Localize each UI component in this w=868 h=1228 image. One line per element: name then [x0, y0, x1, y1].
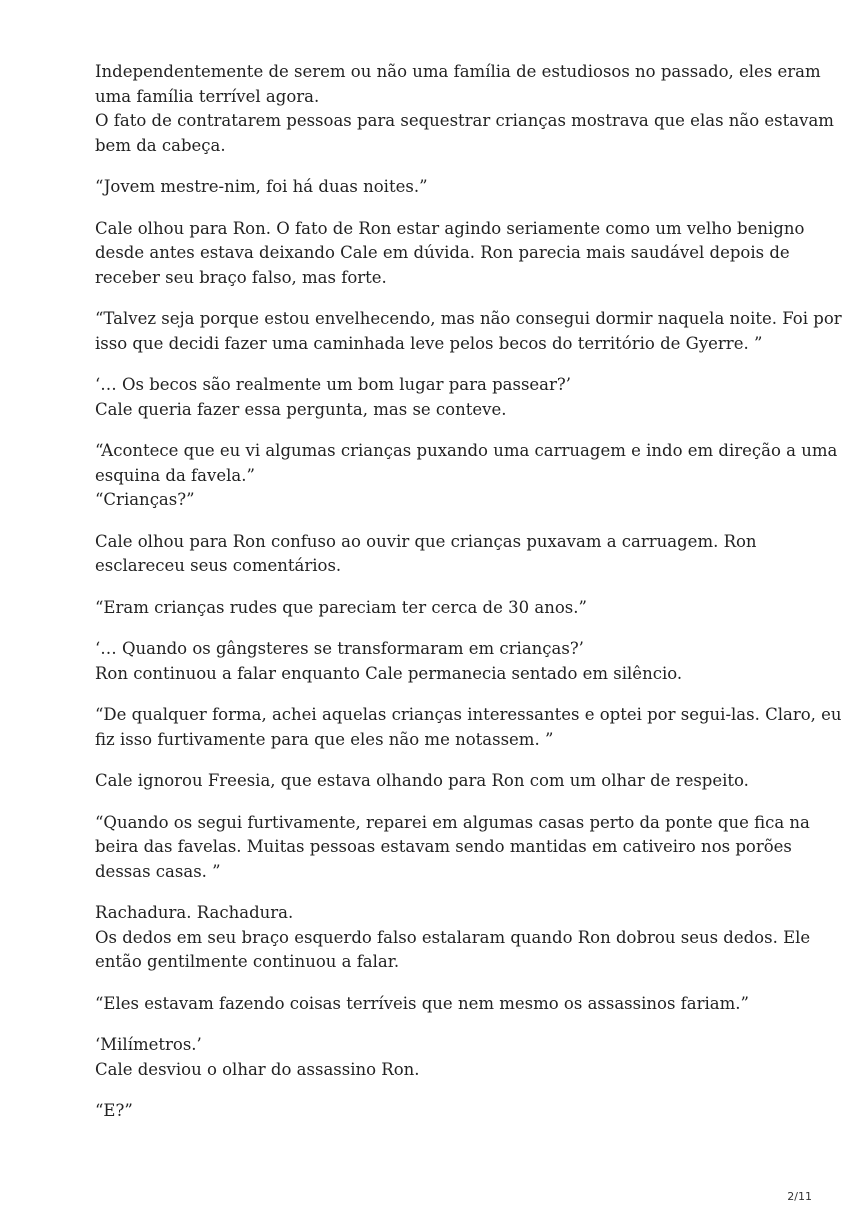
text-line: Cale olhou para Ron confuso ao ouvir que crianças puxavam a carruagem. Ron — [95, 531, 757, 551]
text-line: Ron continuou a falar enquanto Cale permanecia sentado em silêncio. — [95, 663, 683, 683]
paragraph — [95, 175, 785, 200]
text-line: fiz isso furtivamente para que eles não me notassem. ” — [95, 729, 554, 749]
text-line: beira das favelas. Muitas pessoas estavam sendo mantidas em cativeiro nos porões — [95, 837, 792, 856]
text-line: Cale desviou o olhar do assassino Ron. — [95, 1059, 420, 1079]
paragraph — [95, 703, 842, 752]
text-line: uma família terrível agora. — [95, 86, 320, 106]
text-line: receber seu braço falso, mas forte. — [95, 267, 387, 287]
paragraph — [95, 1033, 785, 1082]
paragraph — [95, 1099, 785, 1124]
text-line: “Eram crianças rudes que pareciam ter cerca de 30 anos.” — [95, 597, 587, 617]
text-line: Independentemente de serem ou não uma família de estudiosos no passado, eles eram — [95, 62, 821, 81]
text-line: ‘… Os becos são realmente um bom lugar para passear?’ — [95, 375, 571, 394]
text-line: ‘… Quando os gângsteres se transformaram em crianças?’ — [95, 639, 584, 658]
paragraph — [95, 439, 838, 513]
text-line: isso que decidi fazer uma caminhada leve pelos becos do território de Gyerre. ” — [95, 333, 763, 353]
text-line: desde antes estava deixando Cale em dúvida. Ron parecia mais saudável depois de — [95, 243, 790, 262]
text-line: então gentilmente continuou a falar. — [95, 952, 400, 971]
paragraph — [95, 811, 810, 885]
text-line: “E?” — [95, 1101, 133, 1120]
text-line: Os dedos em seu braço esquerdo falso estalaram quando Ron dobrou seus dedos. Ele — [95, 927, 811, 947]
text-line: Cale olhou para Ron. O fato de Ron estar agindo seriamente como um velho benigno — [95, 218, 805, 238]
paragraph — [95, 373, 785, 422]
page-number: 2/11 — [787, 1190, 812, 1203]
text-line: esquina da favela.” — [95, 465, 255, 485]
paragraph — [95, 307, 842, 356]
text-line: “Jovem mestre-nim, foi há duas noites.” — [95, 177, 428, 196]
text-line: “Acontece que eu vi algumas crianças puxando uma carruagem e indo em direção a uma — [95, 441, 838, 460]
text-line: Cale ignorou Freesia, que estava olhando para Ron com um olhar de respeito. — [95, 771, 749, 790]
paragraph — [95, 217, 805, 291]
text-line: bem da cabeça. — [95, 135, 226, 155]
paragraph — [95, 992, 785, 1017]
text-line: “De qualquer forma, achei aquelas crianças interessantes e optei por segui-las. Claro, eu — [95, 705, 842, 724]
text-line: “Eles estavam fazendo coisas terríveis que nem mesmo os assassinos fariam.” — [95, 993, 749, 1013]
text-line: O fato de contratarem pessoas para sequestrar crianças mostrava que elas não estavam — [95, 111, 834, 130]
text-line: Rachadura. Rachadura. — [95, 903, 294, 922]
paragraph — [95, 637, 785, 686]
document-body — [95, 60, 842, 1141]
text-line: dessas casas. ” — [95, 861, 221, 881]
paragraph — [95, 901, 811, 975]
paragraph — [95, 60, 834, 158]
paragraph — [95, 596, 785, 621]
text-line: ‘Milímetros.’ — [95, 1035, 202, 1054]
paragraph — [95, 530, 785, 579]
text-line: Cale queria fazer essa pergunta, mas se conteve. — [95, 399, 507, 419]
paragraph — [95, 769, 785, 794]
text-line: “Crianças?” — [95, 490, 195, 509]
text-line: “Quando os segui furtivamente, reparei em algumas casas perto da ponte que fica na — [95, 812, 810, 832]
text-line: “Talvez seja porque estou envelhecendo, mas não consegui dormir naquela noite. Foi por — [95, 309, 842, 328]
text-line: esclareceu seus comentários. — [95, 556, 342, 575]
